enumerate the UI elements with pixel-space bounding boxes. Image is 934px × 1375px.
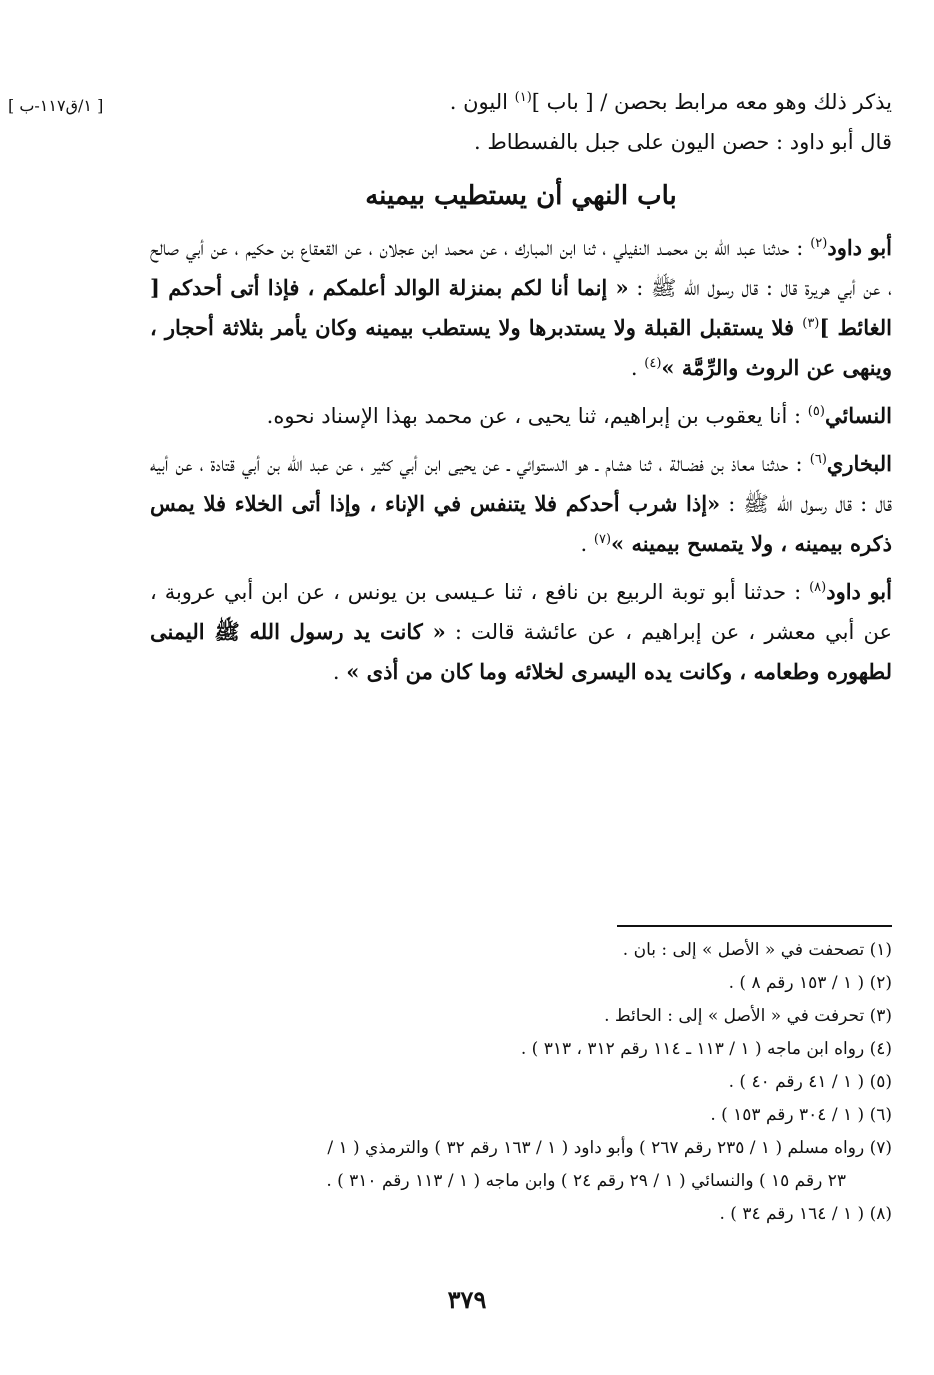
- footnote-ref-7: (٧): [593, 532, 612, 547]
- hadith-isnad: : أنا يعقوب بن إبراهيم، ثنا يحيى ، عن محمد بهذا الإسناد نحوه.: [266, 404, 808, 428]
- footnote-ref-1: (١): [514, 90, 532, 105]
- footnote-6: (٦) ( ١ / ٣٠٤ رقم ١٥٣ ) .: [710, 1105, 892, 1125]
- hadith-bukhari: [150, 444, 892, 564]
- footnote-7-continued: ٢٣ رقم ١٥ ) والنسائي ( ١ / ٢٩ رقم ٢٤ ) وابن ماجه ( ١ / ١١٣ رقم ٣١٠ ) .: [326, 1171, 846, 1191]
- footnote-ref-3: (٣): [802, 316, 820, 331]
- footnote-ref-8: (٨): [809, 580, 827, 595]
- footnote-ref-6: (٦): [809, 452, 827, 467]
- hadith-source: أبو داود: [826, 579, 892, 604]
- hadith-end: .: [630, 356, 645, 380]
- intro-line-2: قال أبو داود : حصن اليون على جبل بالفسطاط .: [473, 130, 892, 154]
- hadith-matn-cont: فلا يستقبل القبلة ولا يستدبرها ولا يستطب بيمينه وكان يأمر بثلاثة أحجار ، وينهى عن الروث والرِّمَّة »: [150, 315, 892, 380]
- page-number: ٣٧٩: [447, 1285, 487, 1314]
- hadith-isnad: : حدثنا عبد الله بن محمـد النفيلي ، ثنا ابن المبارك ، عن محمد ابن عجلان ، عن القعقاع بن حكيم ، عن أبي صالح ، عن أبي هريرة قال : قال رسول الله ﷺ :: [150, 236, 892, 300]
- intro-line-1: يذكر ذلك وهو معه مرابط بحصن / [ باب ]: [531, 90, 892, 114]
- hadith-source: النسائي: [824, 403, 892, 428]
- hadith-source: البخاري: [826, 451, 892, 476]
- hadith-abu-dawud-1: [150, 228, 892, 388]
- footnote-4: (٤) رواه ابن ماجه ( ١ / ١١٣ ـ ١١٤ رقم ٣١٢ ، ٣١٣ ) .: [520, 1039, 892, 1059]
- footnote-3: (٣) تحرفت في « الأصل » إلى : الحائط .: [604, 1006, 892, 1026]
- hadith-matn: «إذا شرب أحدكم فلا يتنفس في الإناء ، وإذا أتى الخلاء فلا يمس ذكره بيمينه ، ولا يتمسح بيمينه »: [150, 491, 892, 556]
- hadith-abu-dawud-2: [150, 572, 892, 692]
- footnote-ref-4: (٤): [644, 356, 662, 371]
- hadith-nasai: [150, 396, 892, 436]
- intro-line-1-end: اليون .: [449, 90, 508, 114]
- hadith-isnad: : حدثنا أبو توبة الربيع بن نافع ، ثنا عـيسى بن يونس ، عن ابن أبي عروبة ، عن أبي معشر ، عن إبراهيم ، عن عائشة قالت :: [150, 580, 892, 644]
- hadith-source: أبو داود: [827, 235, 892, 260]
- footnote-ref-5: (٥): [807, 404, 825, 419]
- hadith-matn: « كانت يد رسول الله ﷺ اليمنى لطهوره وطعامه ، وكانت يده اليسرى لخلائه وما كان من أذى »: [150, 619, 892, 684]
- footnote-8: (٨) ( ١ / ١٦٤ رقم ٣٤ ) .: [719, 1204, 892, 1224]
- hadith-matn: « إنما أنا لكم بمنزلة الوالد أعلمكم ، فإذا أتى أحدكم [ الغائط ]: [150, 275, 892, 340]
- footnote-1: (١) تصحفت في « الأصل » إلى : بان .: [622, 940, 892, 960]
- footnote-ref-2: (٢): [810, 236, 828, 251]
- intro-line: [150, 82, 892, 122]
- footnote-7: (٧) رواه مسلم ( ١ / ٢٣٥ رقم ٢٦٧ ) وأبو داود ( ١ / ١٦٣ رقم ٣٢ ) والترمذي ( ١ /: [327, 1138, 892, 1158]
- chapter-heading: باب النهي أن يستطيب بيمينه: [365, 181, 677, 211]
- hadith-end: .: [580, 532, 594, 556]
- footnote-5: (٥) ( ١ / ٤١ رقم ٤٠ ) .: [728, 1072, 892, 1092]
- footnotes: [150, 934, 892, 1231]
- footnote-separator: [617, 925, 892, 927]
- hadith-isnad: : حدثنا معاذ بن فضـالة ، ثنا هشام ـ هو الدستوائي ـ عن يحيى ابن أبي كثير ، عن عبد الله بن أبي قتادة ، عن أبيه قال : قال رسول الله ﷺ :: [150, 452, 892, 516]
- main-text: [150, 82, 892, 692]
- hadith-end: .: [332, 660, 347, 684]
- footnote-2: (٢) ( ١ / ١٥٣ رقم ٨ ) .: [728, 973, 892, 993]
- manuscript-folio-note: [ ١/ق١١٧-ب ]: [8, 96, 104, 115]
